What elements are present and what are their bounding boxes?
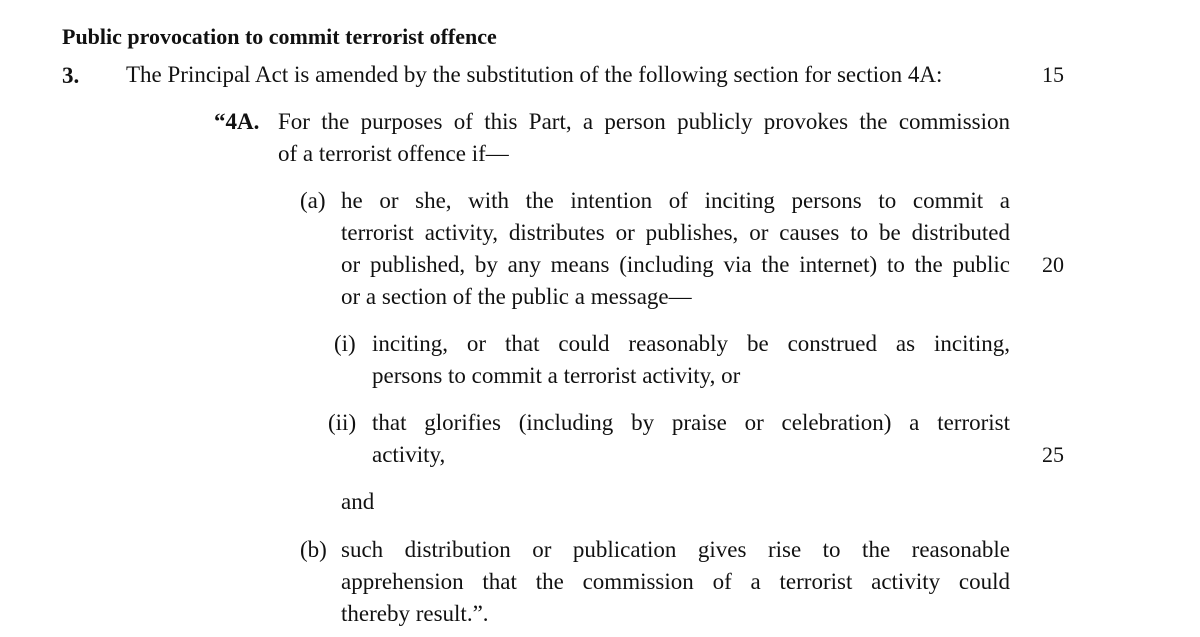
sub-ii-line-2: activity, [372, 442, 446, 467]
para-a-line-4: or a section of the public a message— [341, 284, 692, 309]
sub-i-line-2: persons to commit a terrorist activity, or [372, 363, 741, 388]
and-connector: and [341, 489, 375, 514]
sub-i-line-1: inciting, or that could reasonably be construed as inciting, [372, 331, 1010, 356]
section-text: The Principal Act is amended by the substitution of the following section for section 4A: [126, 62, 943, 87]
quoted-line-2: of a terrorist offence if— [278, 141, 509, 166]
sub-ii-line-1: that glorifies (including by praise or celebration) a terrorist [372, 410, 1010, 435]
para-b-line-2: apprehension that the commission of a terrorist activity could [341, 569, 1010, 594]
para-b-line-1: such distribution or publication gives rise to the reasonable [341, 537, 1010, 562]
para-a-label: (a) [300, 188, 326, 213]
sub-i-label: (i) [334, 331, 356, 356]
line-number-15: 15 [1042, 62, 1064, 87]
section-heading: Public provocation to commit terrorist offence [62, 24, 497, 49]
line-number-25: 25 [1042, 442, 1064, 467]
line-number-20: 20 [1042, 252, 1064, 277]
quoted-section-label: “4A. [214, 109, 260, 134]
para-b-line-3: thereby result.”. [341, 601, 489, 626]
quoted-line-1: For the purposes of this Part, a person publicly provokes the commission [278, 109, 1010, 134]
para-a-line-3: or published, by any means (including via the internet) to the public [341, 252, 1010, 277]
para-a-line-1: he or she, with the intention of inciting persons to commit a [341, 188, 1010, 213]
para-a-line-2: terrorist activity, distributes or publishes, or causes to be distributed [341, 220, 1010, 245]
sub-ii-label: (ii) [328, 410, 357, 435]
para-b-label: (b) [300, 537, 327, 562]
section-number: 3. [62, 63, 80, 88]
